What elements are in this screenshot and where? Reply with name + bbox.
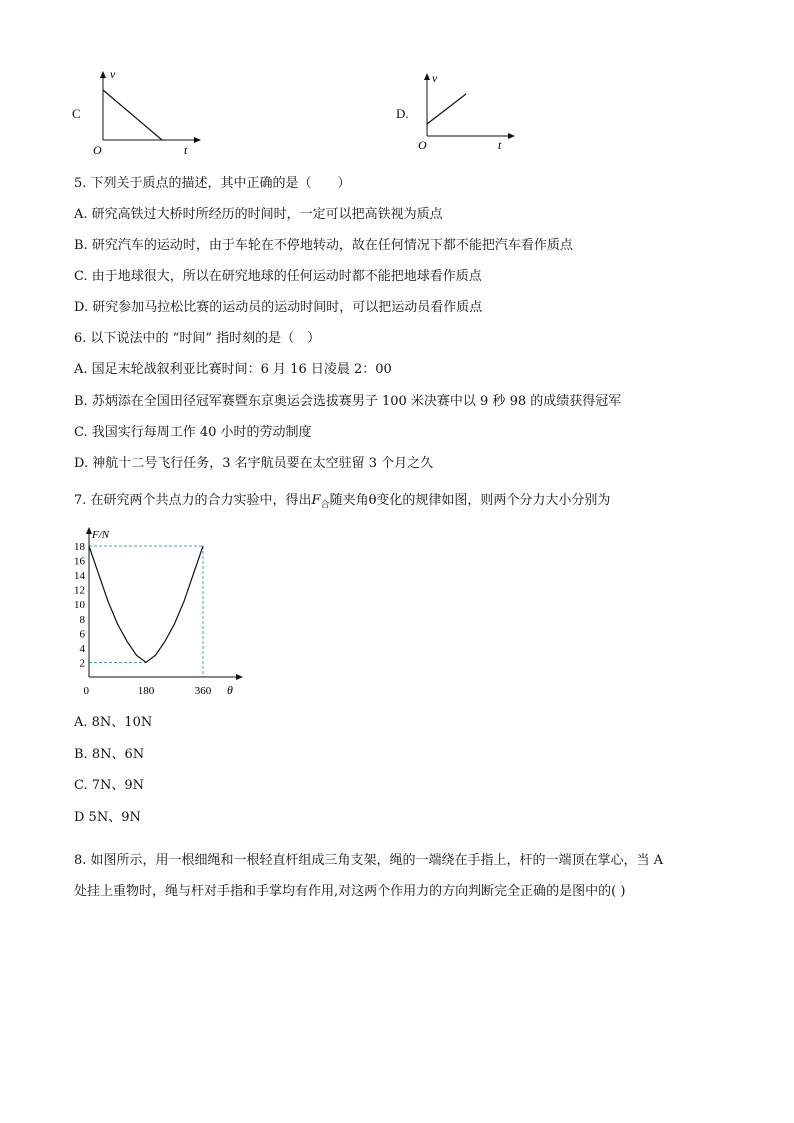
y-tick-label: 12 [74,584,85,597]
q6-option-c: C. 我国实行每周工作 40 小时的劳动制度 [74,425,312,440]
x-tick-labels [84,685,212,697]
q7-force-subscript: 合 [320,500,330,511]
q7-option-c: C. 7N、9N [74,778,145,793]
y-tick-labels [74,541,86,669]
y-tick-label: 4 [79,642,85,655]
reference-lines [89,546,203,677]
q6-option-d: D. 神航十二号飞行任务，3 名宇航员要在太空驻留 3 个月之久 [74,456,434,471]
y-tick-label: 10 [74,599,85,612]
x-tick-label: 360 [194,685,212,697]
y-tick-label: 14 [74,570,85,583]
y-tick-label: 2 [79,657,85,670]
t-axis-label: t [498,138,502,152]
option-c-label: C [72,106,81,121]
q7-stem [74,489,610,511]
q5-stem: 5. 下列关于质点的描述，其中正确的是（ ） [74,176,351,191]
origin-label: O [418,138,427,152]
v-axis-label: v [432,71,438,85]
v-axis-label: v [110,67,116,81]
x-axis-label: θ [227,683,233,697]
q7-stem-before: 7. 在研究两个共点力的合力实验中，得出 [74,493,312,508]
origin-label: O [93,143,102,157]
q5-option-b: B. 研究汽车的运动时，由于车轮在不停地转动，故在任何情况下都不能把汽车看作质点 [74,238,573,253]
q7-option-a: A. 8N、10N [74,715,153,730]
q7-force-symbol: F [311,493,321,508]
q5-option-d: D. 研究参加马拉松比赛的运动员的运动时间时，可以把运动员看作质点 [74,300,483,315]
q7-option-b: B. 8N、6N [74,747,145,762]
q7-stem-after: 随夹角θ变化的规律如图，则两个分力大小分别为 [329,493,611,508]
y-tick-label: 18 [74,541,85,553]
resultant-force-curve [89,546,203,662]
q7-option-d: D 5N、9N [74,810,141,825]
option-d-vt-graph [414,70,519,154]
q6-option-a: A. 国足末轮战叙利亚比赛时间：6 月 16 日凌晨 2：00 [74,362,392,377]
y-tick-label: 6 [79,628,85,641]
q6-stem: 6. 以下说法中的 “时间” 指时刻的是（ ） [74,331,321,346]
y-tick-label: 8 [79,613,85,626]
q7-force-angle-chart [60,522,250,704]
q8-line-1: 8. 如图所示，用一根细绳和一根轻直杆组成三角支架，绳的一端绕在手指上，杆的一端顶在掌心，当 A [74,853,664,868]
q6-option-b: B. 苏炳添在全国田径冠军赛暨东京奥运会选拔赛男子 100 米决赛中以 9 秒 98 的成绩获得冠军 [74,394,622,409]
x-tick-label: 0 [83,685,89,697]
q8-line-2: 处挂上重物时，绳与杆对手指和手掌均有作用,对这两个作用力的方向判断完全正确的是图中的( ) [74,884,626,899]
option-d-label: D. [396,106,409,121]
t-axis-label: t [184,143,188,157]
y-tick-label: 16 [74,555,85,568]
velocity-line [427,94,466,124]
q5-option-a: A. 研究高铁过大桥时所经历的时间时，一定可以把高铁视为质点 [74,207,443,222]
velocity-line [103,90,162,140]
q5-option-c: C. 由于地球很大，所以在研究地球的任何运动时都不能把地球看作质点 [74,269,482,284]
x-tick-label: 180 [137,685,155,697]
option-c-vt-graph [90,66,205,158]
y-axis-label: F/N [92,529,110,541]
